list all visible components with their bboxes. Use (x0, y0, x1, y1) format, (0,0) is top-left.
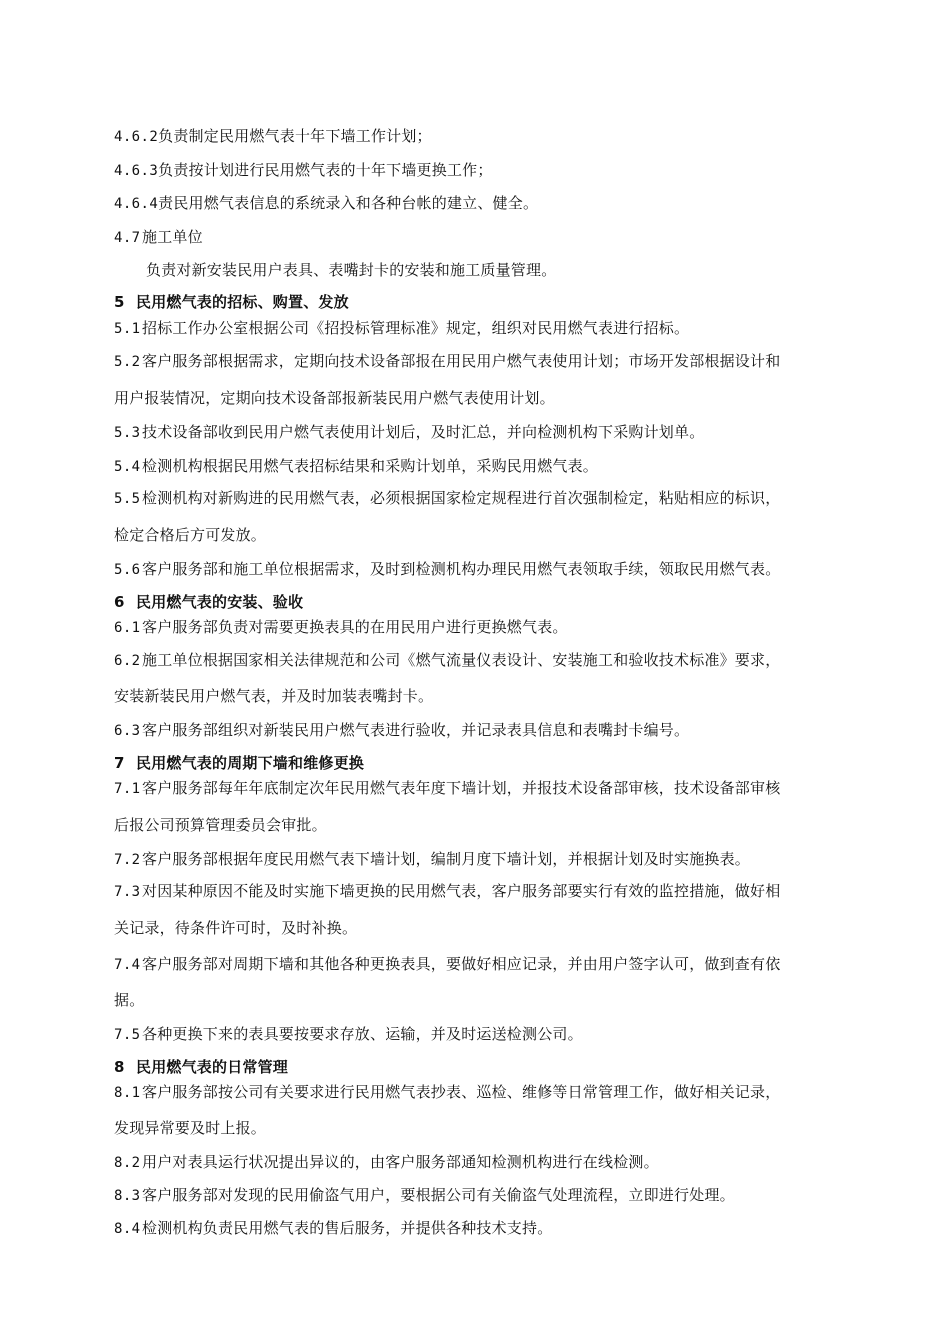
clause-text: 发现异常要及时上报。 (114, 1119, 267, 1137)
clause-number: 8.4 (114, 1221, 141, 1237)
section-heading-6 (114, 592, 864, 612)
section-heading-7 (114, 753, 864, 773)
clause-5-2 (114, 351, 864, 372)
clause-5-1 (114, 318, 864, 339)
clause-number: 4.7 (114, 230, 141, 246)
clause-number: 8.2 (114, 1155, 141, 1171)
clause-number: 5.2 (114, 354, 141, 370)
section-number: 8 (114, 1058, 125, 1076)
clause-7-5 (114, 1024, 864, 1045)
clause-5-3 (114, 422, 864, 443)
clause-6-3 (114, 720, 864, 741)
clause-number: 6.1 (114, 620, 141, 636)
section-number: 5 (114, 293, 125, 311)
section-heading-5 (114, 292, 864, 312)
clause-5-6 (114, 559, 864, 580)
clause-number: 7.4 (114, 957, 141, 973)
clause-text: 客户服务部对周期下墙和其他各种更换表具，要做好相应记录，并由用户签字认可，做到查有依 (142, 955, 781, 973)
clause-7-3 (114, 881, 864, 902)
clause-number: 4.6.4 (114, 196, 159, 212)
clause-number: 6.3 (114, 723, 141, 739)
clause-7-3-continued (114, 918, 864, 938)
clause-text: 检测机构负责民用燃气表的售后服务，并提供各种技术支持。 (142, 1219, 553, 1237)
clause-text: 各种更换下来的表具要按要求存放、运输，并及时运送检测公司。 (142, 1025, 583, 1043)
clause-7-4-continued (114, 990, 864, 1010)
clause-8-3 (114, 1185, 864, 1206)
clause-8-1-continued (114, 1118, 864, 1138)
clause-4-6-4 (114, 193, 864, 214)
clause-number: 8.3 (114, 1188, 141, 1204)
clause-text: 责民用燃气表信息的系统录入和各种台帐的建立、健全。 (158, 194, 539, 212)
clause-number: 5.3 (114, 425, 141, 441)
clause-text: 客户服务部和施工单位根据需求，及时到检测机构办理民用燃气表领取手续，领取民用燃气表。 (142, 560, 781, 578)
clause-text: 后报公司预算管理委员会审批。 (114, 816, 327, 834)
clause-text: 用户对表具运行状况提出异议的，由客户服务部通知检测机构进行在线检测。 (142, 1153, 659, 1171)
section-title: 民用燃气表的日常管理 (136, 1058, 289, 1076)
clause-6-1 (114, 617, 864, 638)
clause-text: 招标工作办公室根据公司《招投标管理标准》规定，组织对民用燃气表进行招标。 (142, 319, 690, 337)
clause-6-2-continued (114, 686, 864, 706)
clause-text: 客户服务部对发现的民用偷盗气用户，要根据公司有关偷盗气处理流程，立即进行处理。 (142, 1186, 735, 1204)
clause-text: 检测机构根据民用燃气表招标结果和采购计划单，采购民用燃气表。 (142, 457, 599, 475)
clause-7-1-continued (114, 815, 864, 835)
clause-number: 5.1 (114, 321, 141, 337)
clause-5-4 (114, 456, 864, 477)
clause-text: 客户服务部每年年底制定次年民用燃气表年度下墙计划，并报技术设备部审核，技术设备部审核 (142, 779, 781, 797)
clause-number: 7.1 (114, 781, 141, 797)
paragraph-construction-unit (146, 260, 896, 280)
clause-number: 5.6 (114, 562, 141, 578)
clause-text: 客户服务部根据年度民用燃气表下墙计划，编制月度下墙计划，并根据计划及时实施换表。 (142, 850, 751, 868)
clause-text: 检测机构对新购进的民用燃气表，必须根据国家检定规程进行首次强制检定，粘贴相应的标识， (142, 489, 781, 507)
clause-number: 4.6.3 (114, 163, 159, 179)
clause-8-2 (114, 1152, 864, 1173)
section-heading-8 (114, 1057, 864, 1077)
clause-number: 7.3 (114, 884, 141, 900)
clause-text: 施工单位根据国家相关法律规范和公司《燃气流量仪表设计、安装施工和验收技术标准》要求， (142, 651, 781, 669)
clause-4-7 (114, 227, 864, 248)
clause-6-2 (114, 650, 864, 671)
clause-4-6-2 (114, 126, 864, 147)
clause-text: 技术设备部收到民用户燃气表使用计划后，及时汇总，并向检测机构下采购计划单。 (142, 423, 705, 441)
clause-text: 客户服务部负责对需要更换表具的在用民用户进行更换燃气表。 (142, 618, 568, 636)
clause-number: 4.6.2 (114, 129, 159, 145)
clause-number: 5.4 (114, 459, 141, 475)
clause-4-6-3 (114, 160, 864, 181)
clause-5-2-continued (114, 388, 864, 408)
section-number: 7 (114, 754, 125, 772)
clause-text: 检定合格后方可发放。 (114, 526, 267, 544)
clause-7-1 (114, 778, 864, 799)
clause-8-1 (114, 1082, 864, 1103)
clause-text: 施工单位 (142, 228, 203, 246)
clause-text: 负责按计划进行民用燃气表的十年下墙更换工作； (158, 161, 493, 179)
paragraph-text: 负责对新安装民用户表具、表嘴封卡的安装和施工质量管理。 (146, 261, 557, 279)
clause-text: 安装新装民用户燃气表，并及时加装表嘴封卡。 (114, 687, 434, 705)
clause-7-2 (114, 849, 864, 870)
clause-text: 关记录，待条件许可时，及时补换。 (114, 919, 358, 937)
clause-text: 据。 (114, 991, 145, 1009)
clause-7-4 (114, 954, 864, 975)
clause-text: 客户服务部根据需求，定期向技术设备部报在用民用户燃气表使用计划；市场开发部根据设计和 (142, 352, 781, 370)
clause-number: 5.5 (114, 491, 141, 507)
section-title: 民用燃气表的周期下墙和维修更换 (136, 754, 365, 772)
clause-text: 负责制定民用燃气表十年下墙工作计划； (158, 127, 432, 145)
clause-text: 客户服务部按公司有关要求进行民用燃气表抄表、巡检、维修等日常管理工作，做好相关记录， (142, 1083, 781, 1101)
section-title: 民用燃气表的安装、验收 (136, 593, 304, 611)
clause-text: 用户报装情况，定期向技术设备部报新装民用户燃气表使用计划。 (114, 389, 555, 407)
clause-5-5 (114, 488, 864, 509)
clause-text: 对因某种原因不能及时实施下墙更换的民用燃气表，客户服务部要实行有效的监控措施，做好相 (142, 882, 781, 900)
clause-8-4 (114, 1218, 864, 1239)
clause-number: 7.5 (114, 1027, 141, 1043)
clause-text: 客户服务部组织对新装民用户燃气表进行验收，并记录表具信息和表嘴封卡编号。 (142, 721, 690, 739)
section-title: 民用燃气表的招标、购置、发放 (136, 293, 349, 311)
section-number: 6 (114, 593, 125, 611)
clause-number: 8.1 (114, 1085, 141, 1101)
clause-number: 6.2 (114, 653, 141, 669)
clause-5-5-continued (114, 525, 864, 545)
clause-number: 7.2 (114, 852, 141, 868)
